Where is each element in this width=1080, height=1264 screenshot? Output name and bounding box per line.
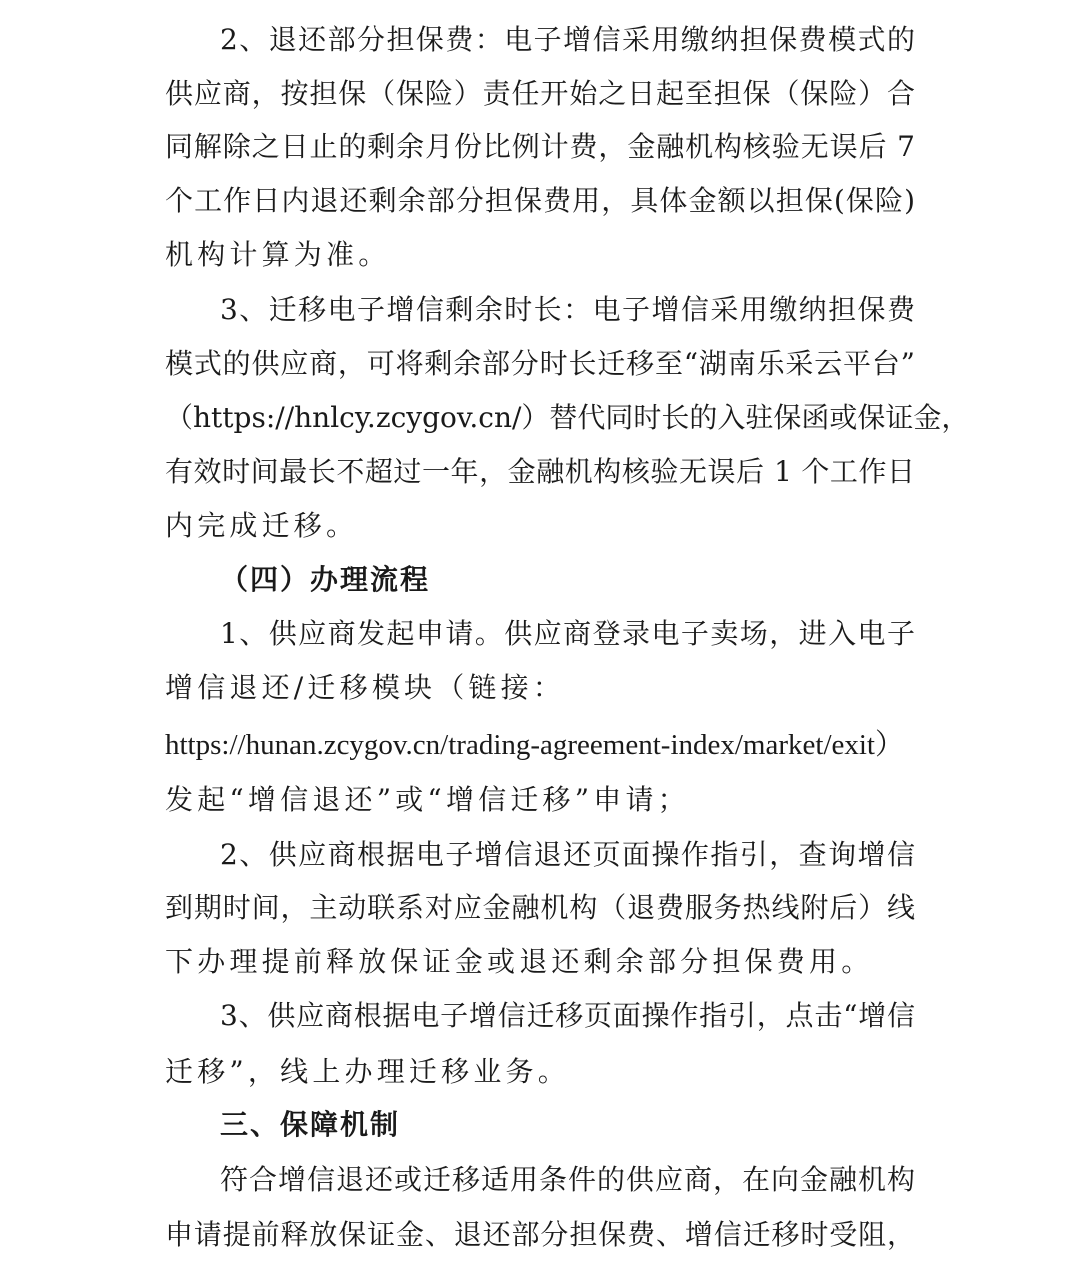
paragraph-line: 3、迁移电子增信剩余时长：电子增信采用缴纳担保费 [220, 293, 915, 326]
paragraph-line: 申请提前释放保证金、退还部分担保费、增信迁移时受阻， [165, 1218, 915, 1251]
link-text[interactable]: https://hunan.zcygov.cn/trading-agreement-index/market/exit） [165, 729, 904, 761]
paragraph-line: 内完成迁移。 [165, 509, 359, 542]
paragraph-line: 迁移”，线上办理迁移业务。 [165, 1055, 570, 1088]
paragraph-line: 到期时间，主动联系对应金融机构（退费服务热线附后）线 [165, 891, 915, 924]
section-heading: 三、保障机制 [220, 1108, 401, 1141]
paragraph-line: 同解除之日止的剩余月份比例计费，金融机构核验无误后 7 [165, 130, 915, 163]
paragraph-line: 3、供应商根据电子增信迁移页面操作指引，点击“增信 [220, 999, 915, 1032]
paragraph-line: 符合增信退还或迁移适用条件的供应商，在向金融机构 [220, 1163, 915, 1196]
paragraph-line: 模式的供应商，可将剩余部分时长迁移至“湖南乐采云平台” [165, 347, 915, 380]
paragraph-line: 发起“增信退还”或“增信迁移”申请； [165, 783, 690, 816]
paragraph-line: 供应商，按担保（保险）责任开始之日起至担保（保险）合 [165, 77, 915, 110]
paragraph-line: 有效时间最长不超过一年，金融机构核验无误后 1 个工作日 [165, 455, 915, 488]
paragraph-line: 2、供应商根据电子增信退还页面操作指引，查询增信 [220, 838, 915, 871]
paragraph-line: 1、供应商发起申请。供应商登录电子卖场，进入电子 [220, 617, 915, 650]
paragraph-line: 机构计算为准。 [165, 238, 391, 271]
section-heading: （四）办理流程 [220, 563, 431, 596]
paragraph-line: （https://hnlcy.zcygov.cn/）替代同时长的入驻保函或保证金， [165, 401, 970, 434]
paragraph-line: 下办理提前释放保证金或退还剩余部分担保费用。 [165, 945, 874, 978]
paragraph-line: 增信退还/迁移模块（链接： [165, 671, 566, 704]
paragraph-line: 2、退还部分担保费：电子增信采用缴纳担保费模式的 [220, 23, 915, 56]
paragraph-line: 个工作日内退还剩余部分担保费用，具体金额以担保(保险) [165, 184, 915, 217]
